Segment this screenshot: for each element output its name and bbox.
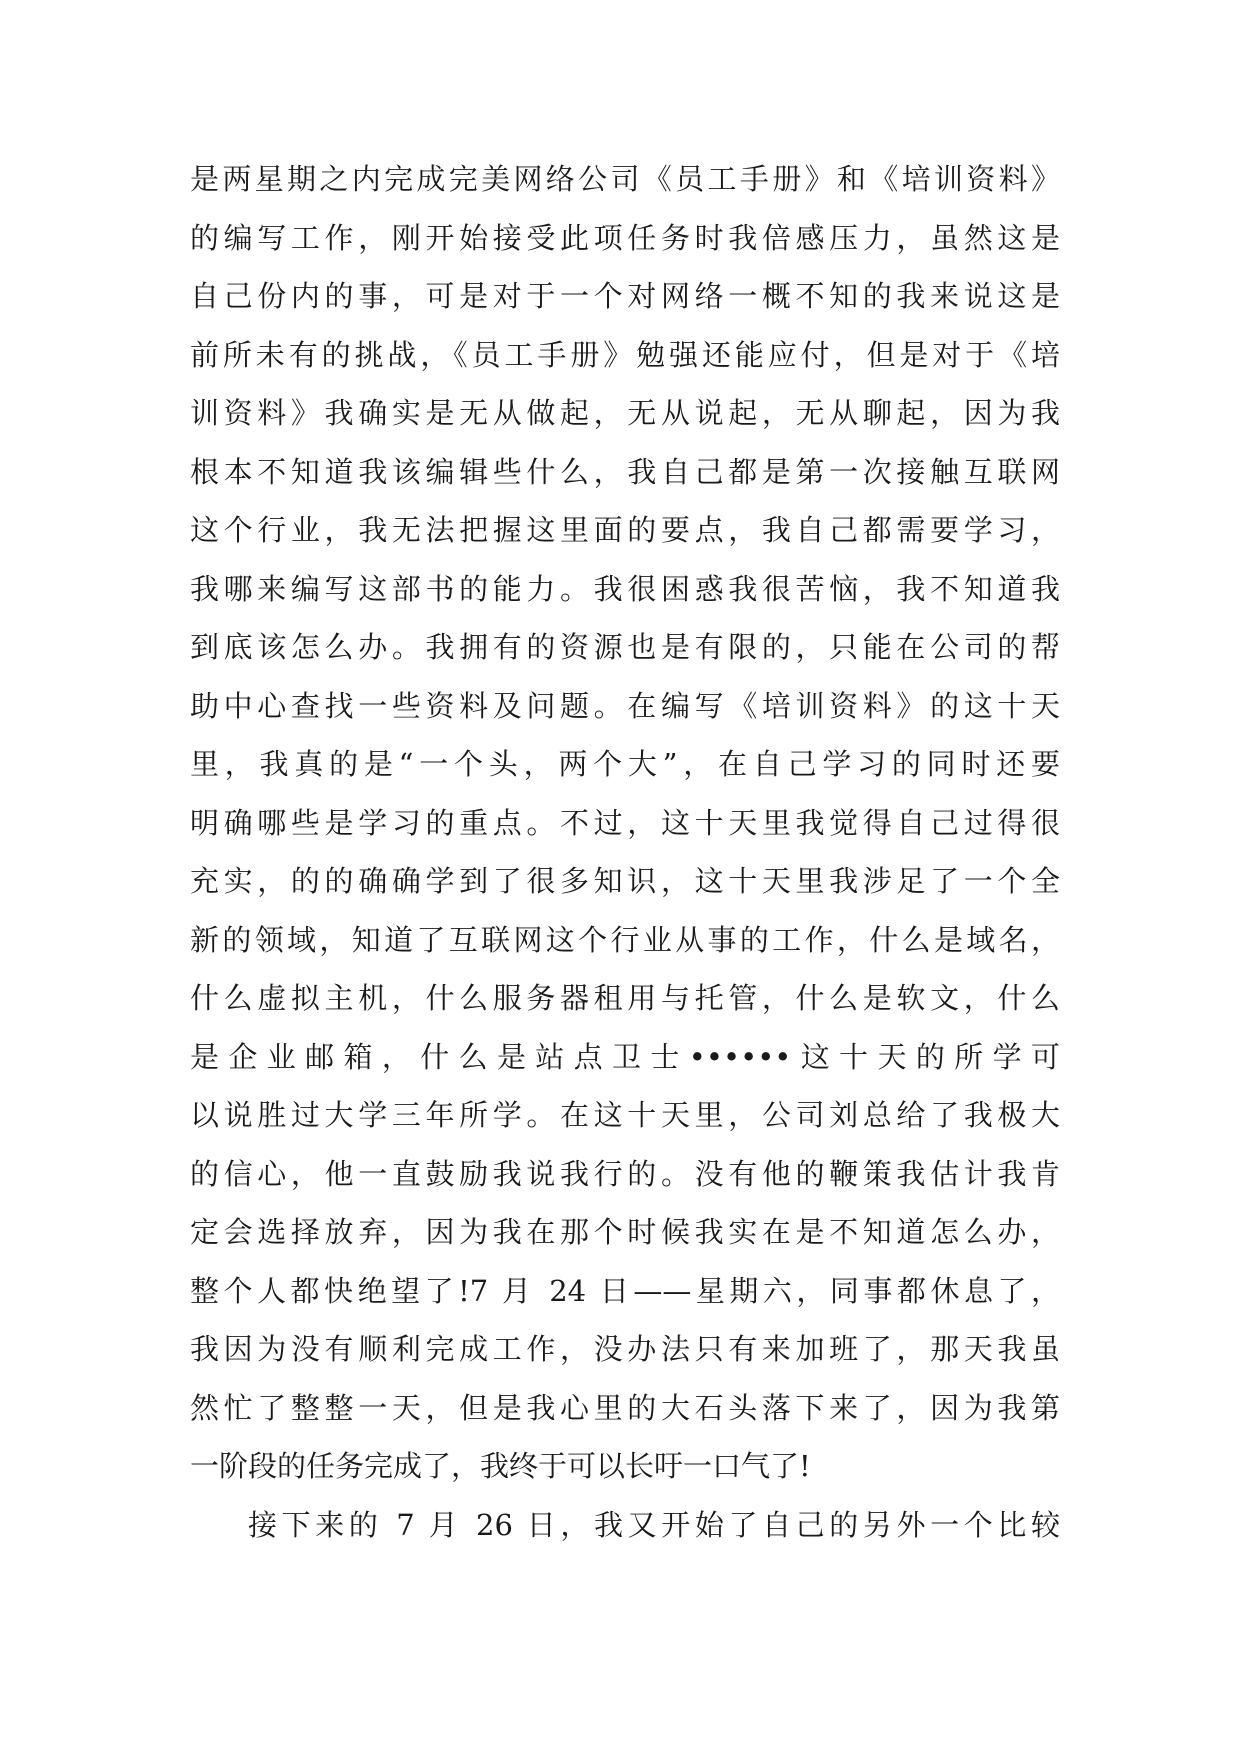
text-line: 这个行业，我无法把握这里面的要点，我自己都需要学习， — [190, 513, 1060, 547]
paragraph — [190, 1496, 1060, 1555]
text-line: 是企业邮箱，什么是站点卫士••••••这十天的所学可 — [190, 1039, 1060, 1074]
text-line: 助中心查找一些资料及问题。在编写《培训资料》的这十天 — [190, 688, 1060, 723]
text-line: 明确哪些是学习的重点。不过，这十天里我觉得自己过得很 — [190, 805, 1060, 840]
text-line: 的编写工作，刚开始接受此项任务时我倍感压力，虽然这是 — [190, 220, 1060, 255]
text-line: 新的领域，知道了互联网这个行业从事的工作，什么是域名， — [190, 922, 1060, 957]
text-line: 一阶段的任务完成了，我终于可以长吁一口气了! — [190, 1449, 811, 1483]
text-line: 充实，的的确确学到了很多知识，这十天里我涉足了一个全 — [190, 864, 1060, 898]
text-line: 以说胜过大学三年所学。在这十天里，公司刘总给了我极大 — [190, 1098, 1060, 1132]
paragraph — [190, 150, 1060, 1496]
text-line: 整个人都快绝望了!7 月 24 日——星期六，同事都休息了， — [190, 1273, 1060, 1308]
text-line: 训资料》我确实是无从做起，无从说起，无从聊起，因为我 — [190, 396, 1060, 430]
text-line: 根本不知道我该编辑些什么，我自己都是第一次接触互联网 — [190, 454, 1060, 489]
text-line: 自己份内的事，可是对于一个对网络一概不知的我来说这是 — [190, 279, 1060, 313]
text-line: 是两星期之内完成完美网络公司《员工手册》和《培训资料》 — [190, 162, 1060, 196]
text-line: 的信心，他一直鼓励我说我行的。没有他的鞭策我估计我肯 — [190, 1156, 1060, 1191]
text-line: 接下来的 7 月 26 日，我又开始了自己的另外一个比较 — [248, 1507, 1060, 1542]
text-line: 里，我真的是“一个头，两个大”，在自己学习的同时还要 — [190, 747, 1060, 781]
text-line: 前所未有的挑战，《员工手册》勉强还能应付，但是对于《培 — [190, 337, 1060, 372]
text-line: 什么虚拟主机，什么服务器租用与托管，什么是软文，什么 — [190, 981, 1060, 1015]
body-text — [190, 150, 1060, 1554]
text-line: 我因为没有顺利完成工作，没办法只有来加班了，那天我虽 — [190, 1332, 1060, 1366]
text-line: 然忙了整整一天，但是我心里的大石头落下来了，因为我第 — [190, 1390, 1060, 1425]
text-line: 到底该怎么办。我拥有的资源也是有限的，只能在公司的帮 — [190, 630, 1060, 664]
text-line: 定会选择放弃，因为我在那个时候我实在是不知道怎么办， — [190, 1215, 1060, 1249]
text-line: 我哪来编写这部书的能力。我很困惑我很苦恼，我不知道我 — [190, 571, 1060, 606]
